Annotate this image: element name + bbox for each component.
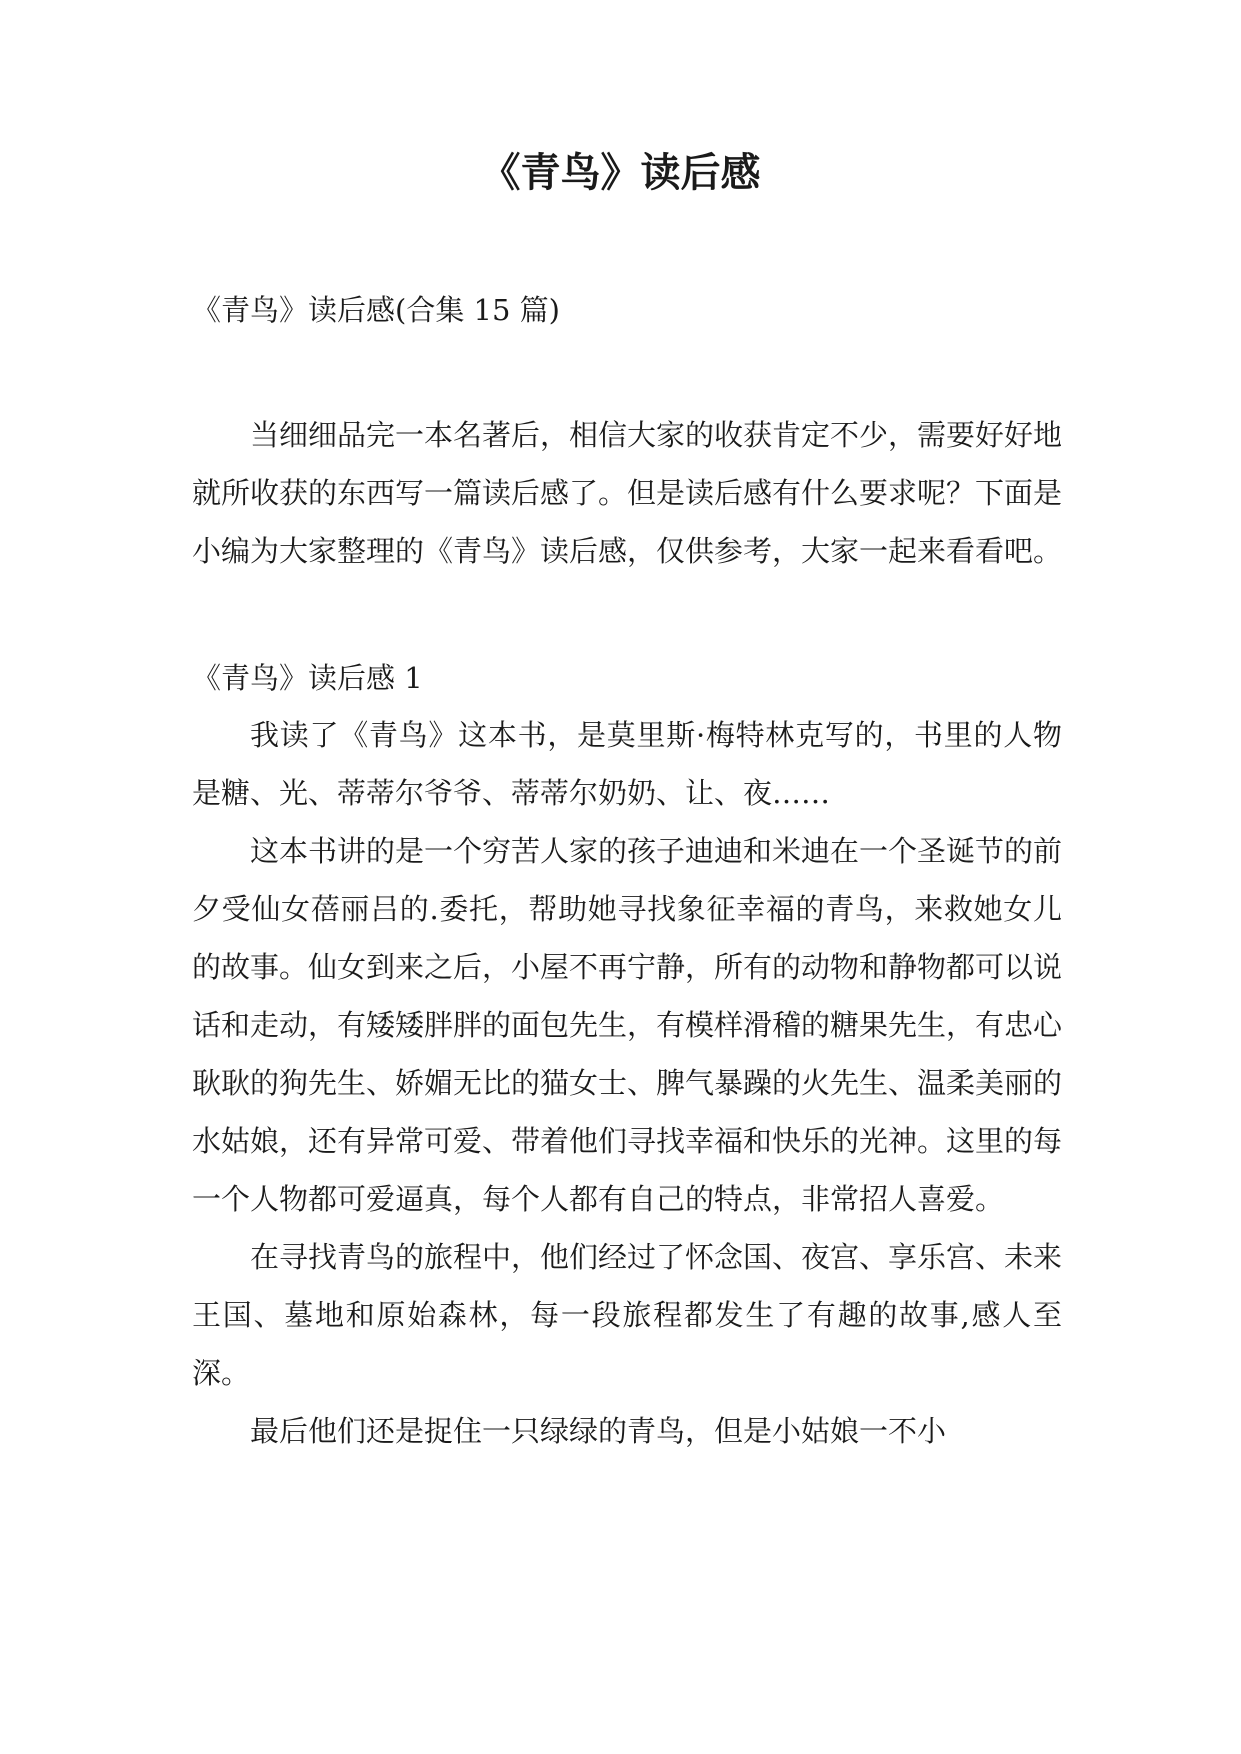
body-paragraph: 在寻找青鸟的旅程中，他们经过了怀念国、夜宫、享乐宫、未来王国、墓地和原始森林，每一段旅程都发生了有趣的故事,感人至深。	[192, 1240, 1063, 1390]
intro-paragraph: 当细细品完一本名著后，相信大家的收获肯定不少，需要好好地就所收获的东西写一篇读后感了。但是读后感有什么要求呢？下面是小编为大家整理的《青鸟》读后感，仅供参考，大家一起来看看吧。	[192, 418, 1063, 568]
page-title: 《青鸟》读后感	[480, 150, 761, 196]
body-paragraph: 这本书讲的是一个穷苦人家的孩子迪迪和米迪在一个圣诞节的前夕受仙女蓓丽吕的.委托，帮助她寻找象征幸福的青鸟，来救她女儿的故事。仙女到来之后，小屋不再宁静，所有的动物和静物都可以说话和走动，有矮矮胖胖的面包先生，有模样滑稽的糖果先生，有忠心耿耿的狗先生、娇媚无比的猫女士、脾气暴躁的火先生、温柔美丽的水姑娘，还有异常可爱、带着他们寻找幸福和快乐的光神。这里的每一个人物都可爱逼真，每个人都有自己的特点，非常招人喜爱。	[192, 834, 1063, 1216]
document-subtitle: 《青鸟》读后感(合集 15 篇)	[192, 293, 560, 327]
body-paragraph: 最后他们还是捉住一只绿绿的青鸟，但是小姑娘一不小	[250, 1414, 947, 1448]
body-paragraph: 我读了《青鸟》这本书，是莫里斯·梅特林克写的，书里的人物是糖、光、蒂蒂尔爷爷、蒂蒂尔奶奶、让、夜……	[192, 718, 1062, 810]
section-heading: 《青鸟》读后感 1	[192, 661, 423, 695]
document-body	[192, 290, 1062, 1460]
